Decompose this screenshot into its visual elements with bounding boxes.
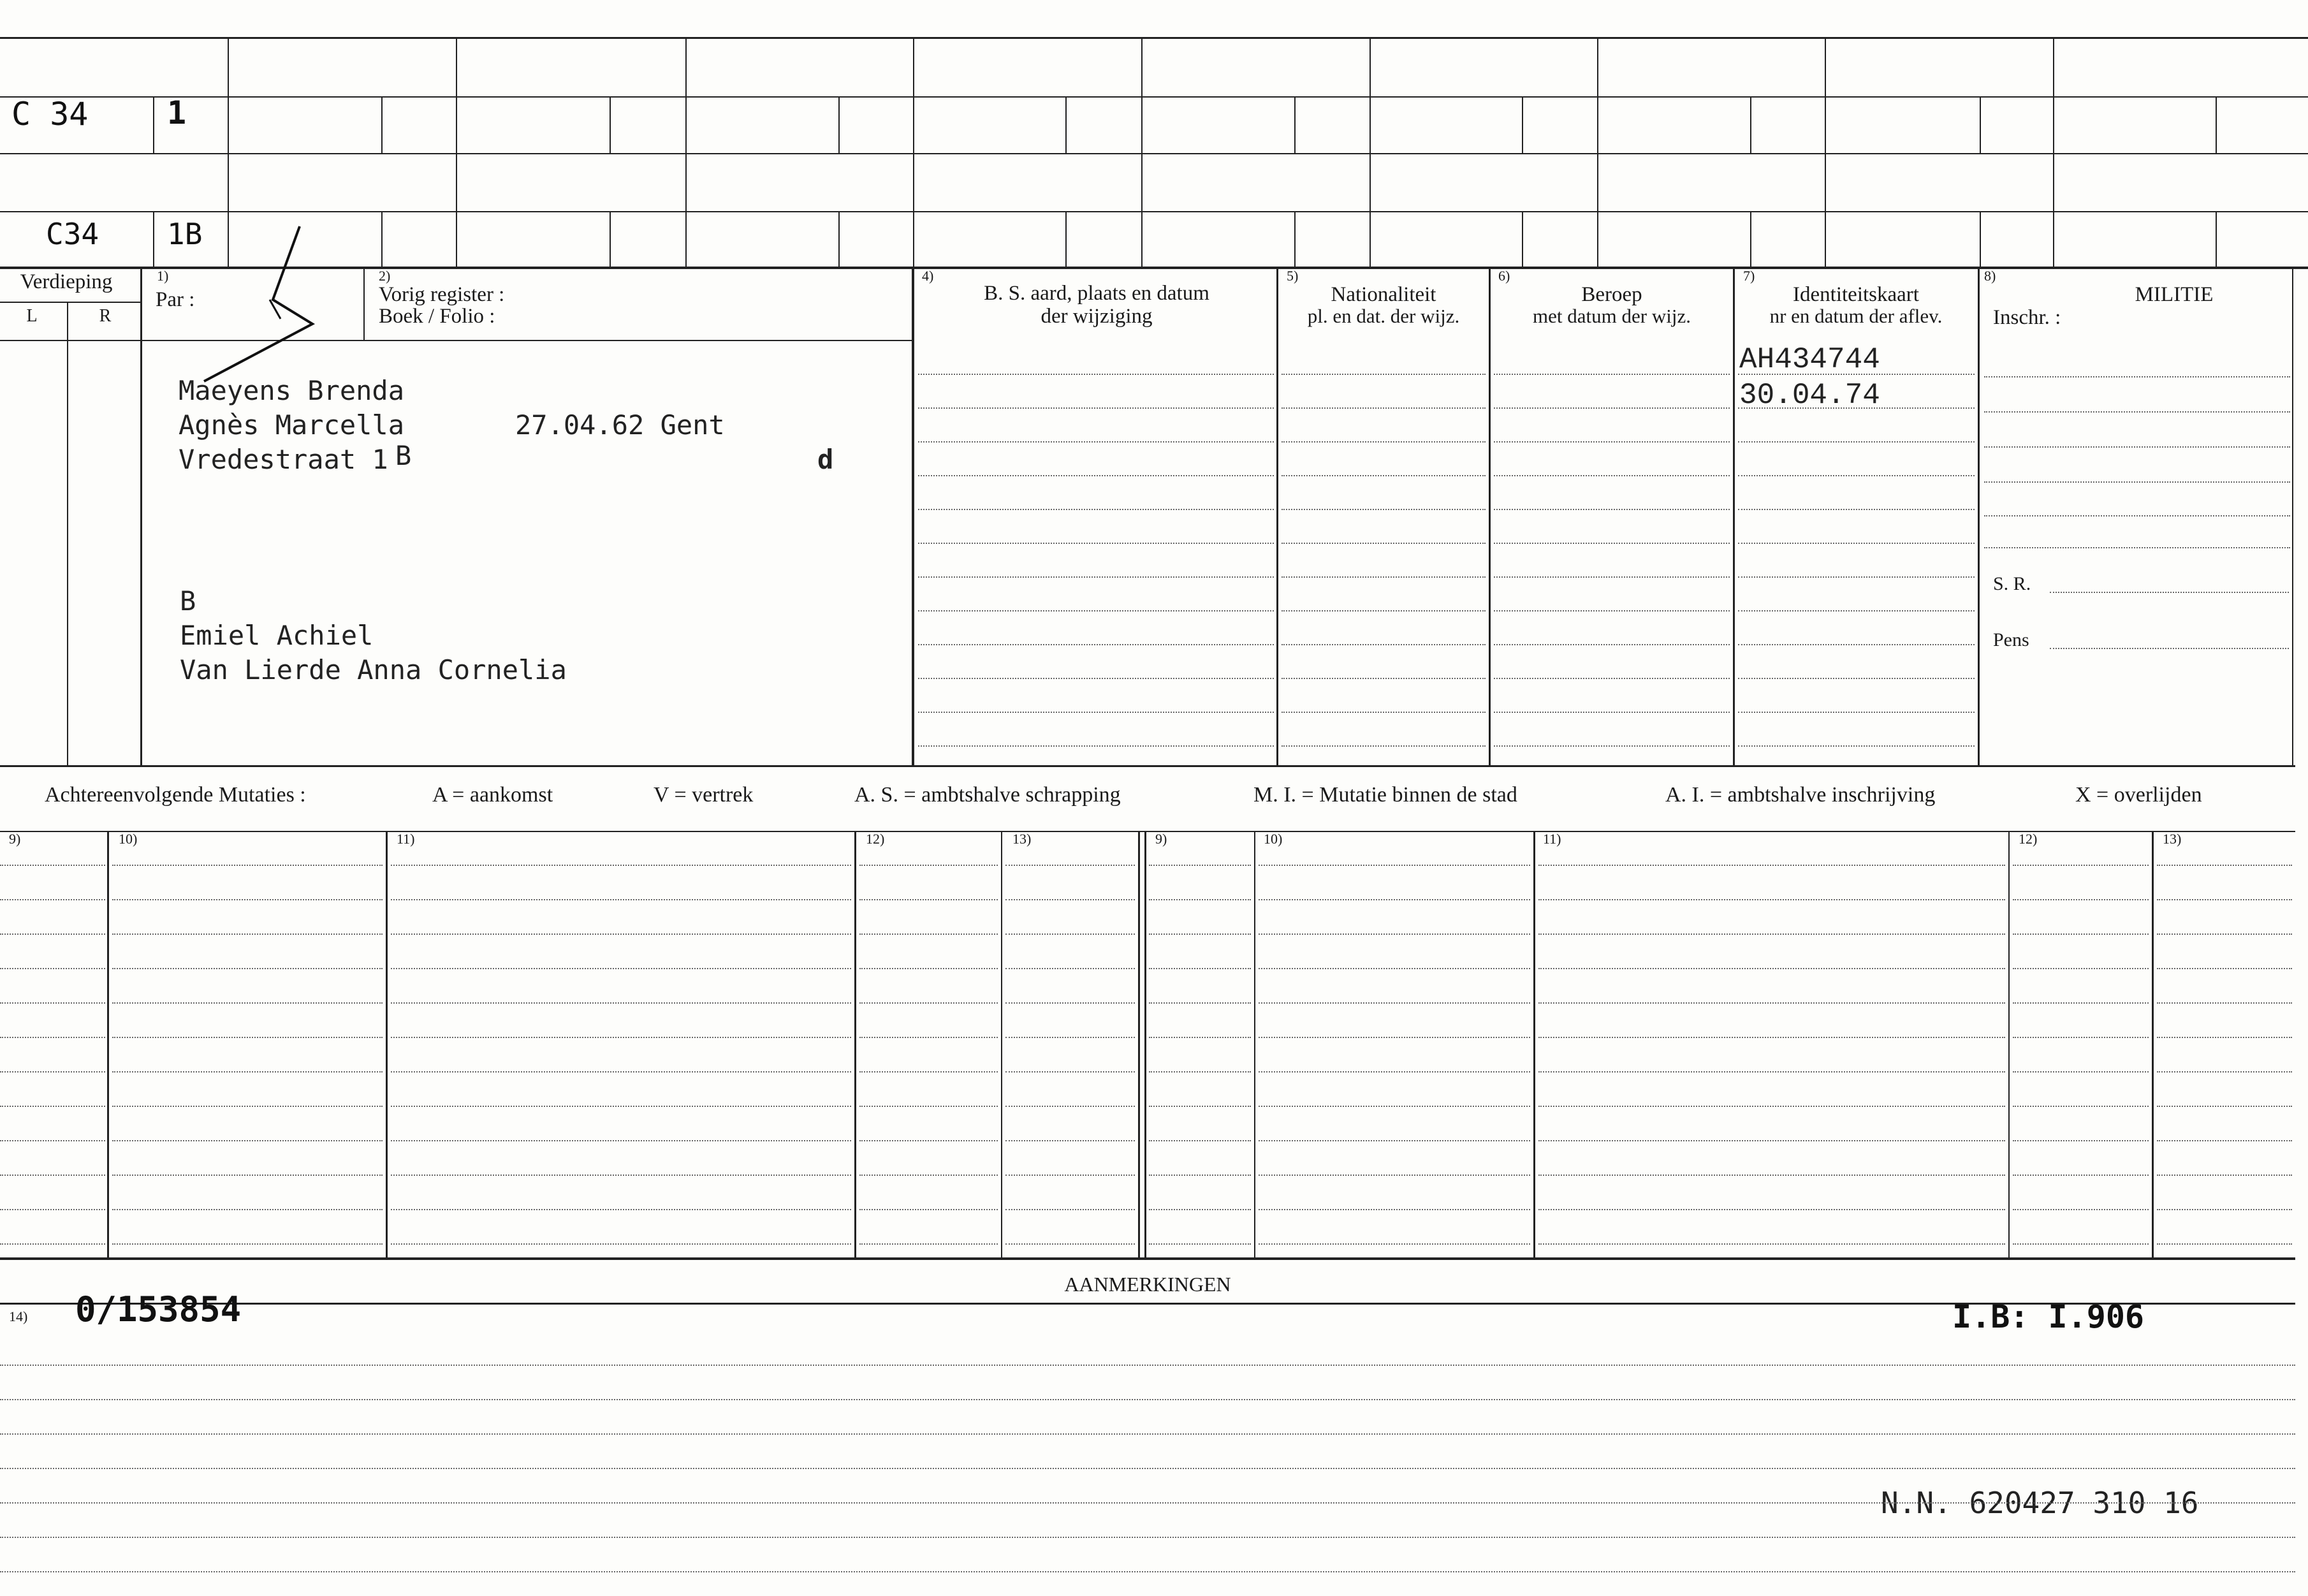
ruled-line <box>1282 509 1486 510</box>
ruled-line <box>1282 374 1486 375</box>
mut-col-13: 13) <box>1012 831 1032 847</box>
ruled-line <box>0 1433 2295 1435</box>
ruled-line <box>2157 1175 2292 1176</box>
ruled-line <box>391 968 851 969</box>
ruled-line <box>1259 899 1530 900</box>
ruled-line <box>1259 933 1530 935</box>
militie-header: MILITIE <box>2135 283 2214 306</box>
ruled-line <box>1259 1140 1530 1141</box>
ruled-line <box>1149 1140 1251 1141</box>
ruled-line <box>0 1502 2295 1504</box>
remarks-ib: I.B: I.906 <box>1952 1298 2145 1335</box>
inschr-label: Inschr. : <box>1993 306 2061 329</box>
ruled-line <box>1149 1175 1251 1176</box>
ruled-line <box>1259 1209 1530 1210</box>
legend-mi: M. I. = Mutatie binnen de stad <box>1253 783 1517 807</box>
ruled-line <box>1738 678 1975 679</box>
ruled-line <box>112 899 383 900</box>
ruled-line <box>1149 1037 1251 1038</box>
ruled-line <box>2157 933 2292 935</box>
ruled-line <box>1005 933 1135 935</box>
ruled-line <box>1282 475 1486 476</box>
col-4-number: 4) <box>922 268 934 284</box>
vorig-register-label: Vorig register : <box>379 283 505 306</box>
ruled-line <box>1149 1209 1251 1210</box>
remarks-ref: 0/153854 <box>75 1289 242 1329</box>
ruled-line <box>1282 610 1486 611</box>
ruled-line <box>859 1071 998 1073</box>
ruled-line <box>1494 745 1730 747</box>
ruled-line <box>0 1106 105 1107</box>
ruled-line <box>918 644 1274 645</box>
ruled-line <box>859 933 998 935</box>
ruled-line <box>1259 865 1530 866</box>
ruled-line <box>1738 576 1975 578</box>
ruled-line <box>0 1571 2295 1572</box>
ruled-line <box>1494 712 1730 713</box>
ruled-line <box>1538 1175 2005 1176</box>
nat-header-1: Nationaliteit <box>1331 283 1436 306</box>
ruled-line <box>391 1140 851 1141</box>
ruled-line <box>1282 745 1486 747</box>
ruled-line <box>859 1175 998 1176</box>
ruled-line <box>1738 610 1975 611</box>
ruled-line <box>0 1243 105 1245</box>
ruled-line <box>1005 1037 1135 1038</box>
ruled-line <box>1005 1175 1135 1176</box>
ruled-line <box>112 1140 383 1141</box>
ruled-line <box>2013 1209 2149 1210</box>
mut-col-12b: 12) <box>2019 831 2038 847</box>
remarks-number: 14) <box>9 1308 28 1324</box>
ruled-line <box>1259 1106 1530 1107</box>
par-label: Par : <box>156 288 195 311</box>
ruled-line <box>112 1209 383 1210</box>
ruled-line <box>391 865 851 866</box>
ruled-line <box>918 374 1274 375</box>
ruled-line <box>391 1002 851 1004</box>
mut-col-9b: 9) <box>1155 831 1167 847</box>
arrow-mark-icon <box>179 223 332 395</box>
ruled-line <box>1538 968 2005 969</box>
ruled-line <box>1005 899 1135 900</box>
col-1-number: 1) <box>157 268 169 284</box>
nat-header-2: pl. en dat. der wijz. <box>1307 305 1460 327</box>
ruled-line <box>2013 1106 2149 1107</box>
ruled-line <box>1259 1071 1530 1073</box>
mut-col-10b: 10) <box>1264 831 1283 847</box>
col-5-number: 5) <box>1287 268 1299 284</box>
legend-ai: A. I. = ambtshalve inschrijving <box>1665 783 1936 807</box>
ruled-line <box>1005 1106 1135 1107</box>
ruled-line <box>1149 1071 1251 1073</box>
ruled-line <box>112 1175 383 1176</box>
legend-as: A. S. = ambtshalve schrapping <box>854 783 1121 807</box>
ruled-line <box>2157 1243 2292 1245</box>
ruled-line <box>1005 1243 1135 1245</box>
ruled-line <box>391 1175 851 1176</box>
ruled-line <box>1738 745 1975 747</box>
ruled-line <box>112 968 383 969</box>
ruled-line <box>2013 1175 2149 1176</box>
mut-col-10: 10) <box>119 831 138 847</box>
ruled-line <box>1282 576 1486 578</box>
ruled-line <box>2013 1140 2149 1141</box>
mut-col-11: 11) <box>397 831 415 847</box>
id-card-number: AH434744 <box>1739 343 1880 376</box>
ruled-line <box>1494 543 1730 544</box>
mut-col-12: 12) <box>866 831 885 847</box>
ruled-line <box>1494 441 1730 443</box>
ruled-line <box>1282 407 1486 409</box>
boek-folio-label: Boek / Folio : <box>379 305 495 328</box>
ruled-line <box>918 576 1274 578</box>
legend-title: Achtereenvolgende Mutaties : <box>45 783 306 807</box>
ruled-line <box>112 1037 383 1038</box>
ruled-line <box>391 1106 851 1107</box>
ruled-line <box>1738 509 1975 510</box>
id-header-2: nr en datum der aflev. <box>1769 305 1943 327</box>
ruled-line <box>918 745 1274 747</box>
ruled-line <box>112 1243 383 1245</box>
legend-x: X = overlijden <box>2075 783 2202 807</box>
ruled-line <box>112 1002 383 1004</box>
beroep-header-1: Beroep <box>1581 283 1642 306</box>
ruled-line <box>2157 1106 2292 1107</box>
ruled-line <box>0 1468 2295 1469</box>
person-birth: 27.04.62 Gent <box>515 409 725 441</box>
remarks-title: AANMERKINGEN <box>1064 1273 1231 1296</box>
legend-v: V = vertrek <box>654 783 754 807</box>
ruled-line <box>0 1209 105 1210</box>
ruled-line <box>1538 1140 2005 1141</box>
ruled-line <box>1282 543 1486 544</box>
ruled-line <box>1005 1209 1135 1210</box>
ruled-line <box>1538 1002 2005 1004</box>
ruled-line <box>1494 678 1730 679</box>
ruled-line <box>1494 407 1730 409</box>
ruled-line <box>918 441 1274 443</box>
ruled-line <box>0 1399 2295 1400</box>
ruled-line <box>859 1037 998 1038</box>
ruled-line <box>1494 610 1730 611</box>
ruled-line <box>859 968 998 969</box>
ruled-line <box>859 1106 998 1107</box>
ruled-line <box>1538 865 2005 866</box>
ruled-line <box>2013 1071 2149 1073</box>
mut-col-11b: 11) <box>1543 831 1561 847</box>
mother-name: Van Lierde Anna Cornelia <box>180 654 567 685</box>
ruled-line <box>1494 509 1730 510</box>
ruled-line <box>2157 899 2292 900</box>
ruled-line <box>918 610 1274 611</box>
ruled-line <box>1538 1209 2005 1210</box>
ruled-line <box>2157 1140 2292 1141</box>
col-7-number: 7) <box>1743 268 1755 284</box>
ruled-line <box>0 933 105 935</box>
ruled-line <box>0 865 105 866</box>
ruled-line <box>0 1002 105 1004</box>
ruled-line <box>0 899 105 900</box>
ruled-line <box>918 509 1274 510</box>
id-card-date: 30.04.74 <box>1739 379 1880 412</box>
mut-col-13b: 13) <box>2163 831 2182 847</box>
ruled-line <box>391 899 851 900</box>
ruled-line <box>1738 475 1975 476</box>
ruled-line <box>1538 1106 2005 1107</box>
ruled-line <box>1005 865 1135 866</box>
ruled-line <box>859 1243 998 1245</box>
ruled-line <box>1738 644 1975 645</box>
person-given-names: Agnès Marcella <box>179 409 405 441</box>
ruled-line <box>1005 968 1135 969</box>
ruled-line <box>1282 678 1486 679</box>
ruled-line <box>1149 933 1251 935</box>
ruled-line <box>1149 1002 1251 1004</box>
ruled-line <box>1282 441 1486 443</box>
ruled-line <box>2013 1002 2149 1004</box>
ruled-line <box>2157 1071 2292 1073</box>
ruled-line <box>1494 644 1730 645</box>
father-name: Emiel Achiel <box>180 620 374 651</box>
ruled-line <box>2157 1037 2292 1038</box>
ruled-line <box>859 899 998 900</box>
ruled-line <box>2013 933 2149 935</box>
ruled-line <box>112 865 383 866</box>
ruled-line <box>1005 1140 1135 1141</box>
ruled-line <box>1494 576 1730 578</box>
ruled-line <box>112 1106 383 1107</box>
col-8-number: 8) <box>1984 268 1996 284</box>
pens-label: Pens <box>1993 629 2029 650</box>
register-number-2: 1B <box>167 217 203 251</box>
ruled-line <box>1149 968 1251 969</box>
ruled-line <box>1149 865 1251 866</box>
ruled-line <box>1149 899 1251 900</box>
ruled-line <box>2157 968 2292 969</box>
ruled-line <box>859 865 998 866</box>
ruled-line <box>1282 712 1486 713</box>
ruled-line <box>0 1037 105 1038</box>
ruled-line <box>391 933 851 935</box>
ruled-line <box>0 1537 2295 1538</box>
register-number-1: 1 <box>167 94 187 131</box>
ruled-line <box>391 1243 851 1245</box>
ruled-line <box>0 1071 105 1073</box>
ruled-line <box>1149 1106 1251 1107</box>
ruled-line <box>391 1071 851 1073</box>
col-6-number: 6) <box>1498 268 1510 284</box>
ruled-line <box>1005 1002 1135 1004</box>
ruled-line <box>1538 933 2005 935</box>
ruled-line <box>1259 1243 1530 1245</box>
ruled-line <box>112 1071 383 1073</box>
legend-a: A = aankomst <box>432 783 553 807</box>
ruled-line <box>1538 899 2005 900</box>
register-code-1: C 34 <box>11 96 89 133</box>
mut-col-9: 9) <box>9 831 21 847</box>
beroep-header-2: met datum der wijz. <box>1533 305 1691 327</box>
ruled-line <box>918 407 1274 409</box>
ruled-line <box>1494 374 1730 375</box>
ruled-line <box>1005 1071 1135 1073</box>
ruled-line <box>1738 543 1975 544</box>
ruled-line <box>0 1365 2295 1366</box>
ruled-line <box>0 1140 105 1141</box>
ruled-line <box>391 1209 851 1210</box>
id-header-1: Identiteitskaart <box>1793 283 1919 306</box>
ruled-line <box>2157 1209 2292 1210</box>
ruled-line <box>918 678 1274 679</box>
ruled-line <box>859 1140 998 1141</box>
col-2-number: 2) <box>379 268 391 284</box>
ruled-line <box>1494 475 1730 476</box>
person-address-suffix: B <box>395 440 412 471</box>
sr-label: S. R. <box>1993 573 2031 594</box>
mark-b: B <box>180 585 196 617</box>
ruled-line <box>1738 712 1975 713</box>
remarks-nn: N.N. 620427 310 16 <box>1881 1486 2199 1520</box>
ruled-line <box>918 475 1274 476</box>
person-surname: Maeyens Brenda <box>179 375 405 406</box>
ruled-line <box>1149 1243 1251 1245</box>
ruled-line <box>2013 968 2149 969</box>
ruled-line <box>2157 1002 2292 1004</box>
ruled-line <box>1538 1071 2005 1073</box>
ruled-line <box>859 1209 998 1210</box>
register-code-2: C34 <box>46 217 99 251</box>
ruled-line <box>2013 1243 2149 1245</box>
ruled-line <box>2013 865 2149 866</box>
ruled-line <box>1259 1002 1530 1004</box>
ruled-line <box>0 968 105 969</box>
ruled-line <box>2013 1037 2149 1038</box>
right-header: R <box>99 306 112 326</box>
ruled-line <box>1738 441 1975 443</box>
ruled-line <box>0 1175 105 1176</box>
person-address: Vredestraat 1 <box>179 444 388 475</box>
ruled-line <box>1282 644 1486 645</box>
ruled-line <box>1538 1037 2005 1038</box>
ruled-line <box>918 712 1274 713</box>
ruled-line <box>2013 899 2149 900</box>
ruled-line <box>2157 865 2292 866</box>
ruled-line <box>1259 1175 1530 1176</box>
ruled-line <box>112 933 383 935</box>
ruled-line <box>1538 1243 2005 1245</box>
ruled-line <box>1259 968 1530 969</box>
bs-header-1: B. S. aard, plaats en datum <box>984 282 1209 305</box>
ruled-line <box>391 1037 851 1038</box>
ruled-line <box>1259 1037 1530 1038</box>
mark-d: d <box>817 444 834 475</box>
ruled-line <box>918 543 1274 544</box>
ruled-line <box>859 1002 998 1004</box>
verdieping-header: Verdieping <box>20 270 113 293</box>
bs-header-2: der wijziging <box>1041 305 1153 328</box>
left-header: L <box>26 306 38 326</box>
